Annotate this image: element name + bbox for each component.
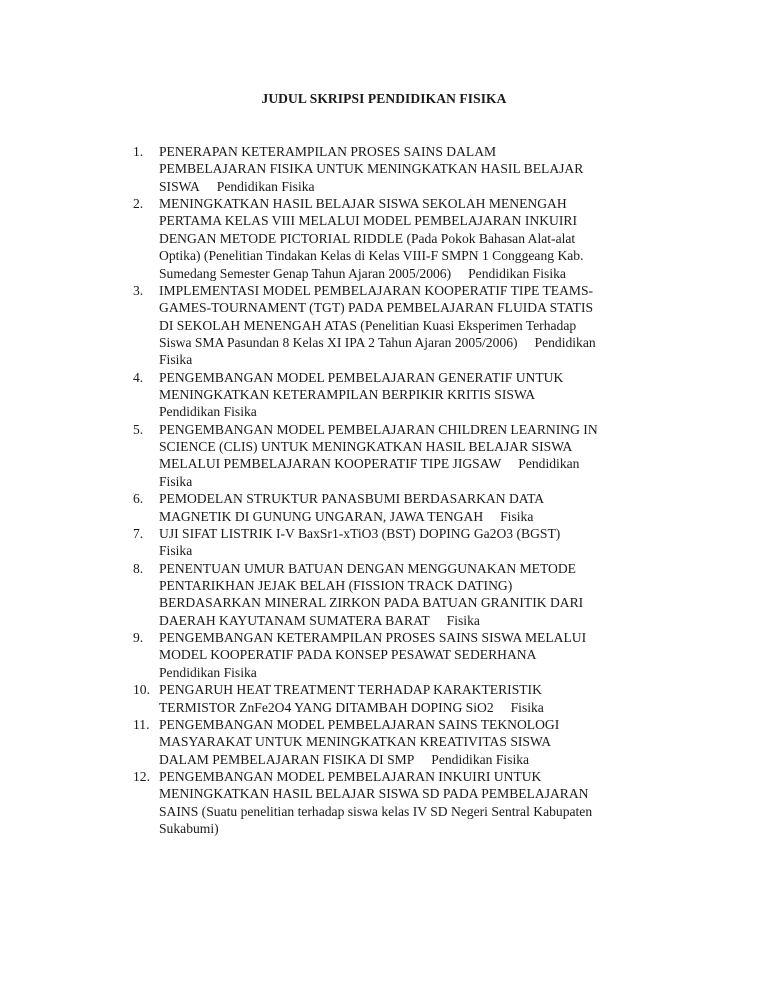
- item-text-line: PENERAPAN KETERAMPILAN PROSES SAINS DALAM: [159, 144, 497, 159]
- list-item: [0, 143, 768, 195]
- item-text: [159, 716, 768, 768]
- item-text: [159, 681, 768, 716]
- item-text-line: Pendidikan Fisika: [159, 404, 257, 420]
- list-item: [0, 195, 768, 282]
- list-item: [0, 282, 768, 369]
- document-title: JUDUL SKRIPSI PENDIDIKAN FISIKA: [261, 91, 507, 106]
- list-item: [0, 421, 768, 490]
- item-text-line: Sumedang Semester Genap Tahun Ajaran 2005/2006) Pendidikan Fisika: [159, 265, 566, 281]
- item-number: 10.: [133, 682, 150, 698]
- item-number: 5.: [133, 421, 144, 437]
- item-text-line: Sukabumi): [159, 821, 219, 837]
- item-text-line: Fisika: [159, 473, 193, 489]
- item-text-line: Fisika: [159, 543, 193, 559]
- item-number: 1.: [133, 144, 144, 159]
- item-text-line: MENINGKATKAN HASIL BELAJAR SISWA SEKOLAH MENENGAH: [159, 196, 567, 212]
- item-text-line: PENGEMBANGAN KETERAMPILAN PROSES SAINS SISWA MELALUI: [159, 630, 587, 646]
- item-text: [159, 143, 768, 195]
- item-text-line: PEMODELAN STRUKTUR PANASBUMI BERDASARKAN DATA: [159, 491, 545, 507]
- item-text-line: PENENTUAN UMUR BATUAN DENGAN MENGGUNAKAN METODE: [159, 560, 576, 576]
- item-number: 3.: [133, 282, 144, 298]
- item-text: [159, 369, 768, 421]
- item-number: 12.: [133, 768, 150, 784]
- item-number: 9.: [133, 630, 144, 646]
- item-text: [159, 282, 768, 369]
- item-number: 2.: [133, 196, 144, 212]
- item-number: 6.: [133, 491, 144, 507]
- item-text-line: DENGAN METODE PICTORIAL RIDDLE (Pada Pokok Bahasan Alat-alat: [159, 230, 576, 246]
- item-text-line: SCIENCE (CLIS) UNTUK MENINGKATKAN HASIL BELAJAR SISWA: [159, 439, 573, 455]
- item-text-line: Optika) (Penelitian Tindakan Kelas di Kelas VIII-F SMPN 1 Conggeang Kab.: [159, 248, 584, 264]
- item-text-line: PENGEMBANGAN MODEL PEMBELAJARAN GENERATIF UNTUK: [159, 369, 564, 385]
- item-text: [159, 195, 768, 282]
- list-item: [0, 369, 768, 421]
- item-text-line: PENGEMBANGAN MODEL PEMBELAJARAN INKUIRI UNTUK: [159, 768, 542, 784]
- thesis-title-list: [0, 143, 768, 837]
- item-text-line: TERMISTOR ZnFe2O4 YANG DITAMBAH DOPING SiO2 Fisika: [159, 699, 544, 715]
- item-text-line: Fisika: [159, 352, 193, 368]
- item-text-line: BERDASARKAN MINERAL ZIRKON PADA BATUAN GRANITIK DARI: [159, 595, 584, 611]
- item-text-line: IMPLEMENTASI MODEL PEMBELAJARAN KOOPERATIF TIPE TEAMS-: [159, 282, 594, 298]
- item-text-line: SAINS (Suatu penelitian terhadap siswa kelas IV SD Negeri Sentral Kabupaten: [159, 803, 593, 819]
- item-text: [159, 560, 768, 629]
- item-text-line: PENGEMBANGAN MODEL PEMBELAJARAN CHILDREN LEARNING IN: [159, 421, 598, 437]
- item-text-line: MELALUI PEMBELAJARAN KOOPERATIF TIPE JIGSAW Pendidikan: [159, 456, 580, 472]
- item-text-line: MENINGKATKAN HASIL BELAJAR SISWA SD PADA PEMBELAJARAN: [159, 786, 589, 802]
- item-text-line: PENGEMBANGAN MODEL PEMBELAJARAN SAINS TEKNOLOGI: [159, 716, 560, 732]
- item-text-line: MASYARAKAT UNTUK MENINGKATKAN KREATIVITAS SISWA: [159, 734, 552, 750]
- item-number: 4.: [133, 369, 144, 385]
- item-number: 8.: [133, 560, 144, 576]
- item-text-line: MODEL KOOPERATIF PADA KONSEP PESAWAT SEDERHANA: [159, 647, 537, 663]
- item-text-line: MENINGKATKAN KETERAMPILAN BERPIKIR KRITIS SISWA: [159, 387, 536, 403]
- item-text-line: GAMES-TOURNAMENT (TGT) PADA PEMBELAJARAN FLUIDA STATIS: [159, 300, 594, 316]
- item-text-line: SISWA Pendidikan Fisika: [159, 178, 315, 194]
- item-text-line: PERTAMA KELAS VIII MELALUI MODEL PEMBELAJARAN INKUIRI: [159, 213, 577, 229]
- item-text-line: DI SEKOLAH MENENGAH ATAS (Penelitian Kuasi Eksperimen Terhadap: [159, 317, 577, 333]
- list-item: [0, 716, 768, 768]
- item-text-line: Siswa SMA Pasundan 8 Kelas XI IPA 2 Tahun Ajaran 2005/2006) Pendidikan: [159, 334, 596, 350]
- list-item: [0, 560, 768, 629]
- item-text-line: PEMBELAJARAN FISIKA UNTUK MENINGKATKAN HASIL BELAJAR: [159, 161, 584, 177]
- list-item: [0, 525, 768, 560]
- list-item: [0, 768, 768, 837]
- item-text-line: DAERAH KAYUTANAM SUMATERA BARAT Fisika: [159, 612, 480, 628]
- item-text: [159, 421, 768, 490]
- list-item: [0, 681, 768, 716]
- item-text: [159, 525, 768, 560]
- item-text-line: MAGNETIK DI GUNUNG UNGARAN, JAWA TENGAH Fisika: [159, 508, 534, 524]
- item-text-line: DALAM PEMBELAJARAN FISIKA DI SMP Pendidikan Fisika: [159, 751, 530, 767]
- item-text-line: Pendidikan Fisika: [159, 664, 257, 680]
- item-text: [159, 768, 768, 837]
- item-number: 11.: [133, 716, 150, 732]
- list-item: [0, 629, 768, 681]
- item-text-line: PENTARIKHAN JEJAK BELAH (FISSION TRACK DATING): [159, 577, 513, 593]
- item-text-line: PENGARUH HEAT TREATMENT TERHADAP KARAKTERISTIK: [159, 682, 542, 698]
- item-text: [159, 629, 768, 681]
- item-text: [159, 490, 768, 525]
- list-item: [0, 490, 768, 525]
- item-number: 7.: [133, 525, 144, 541]
- item-text-line: UJI SIFAT LISTRIK I-V BaxSr1-xTiO3 (BST) DOPING Ga2O3 (BGST): [159, 525, 561, 541]
